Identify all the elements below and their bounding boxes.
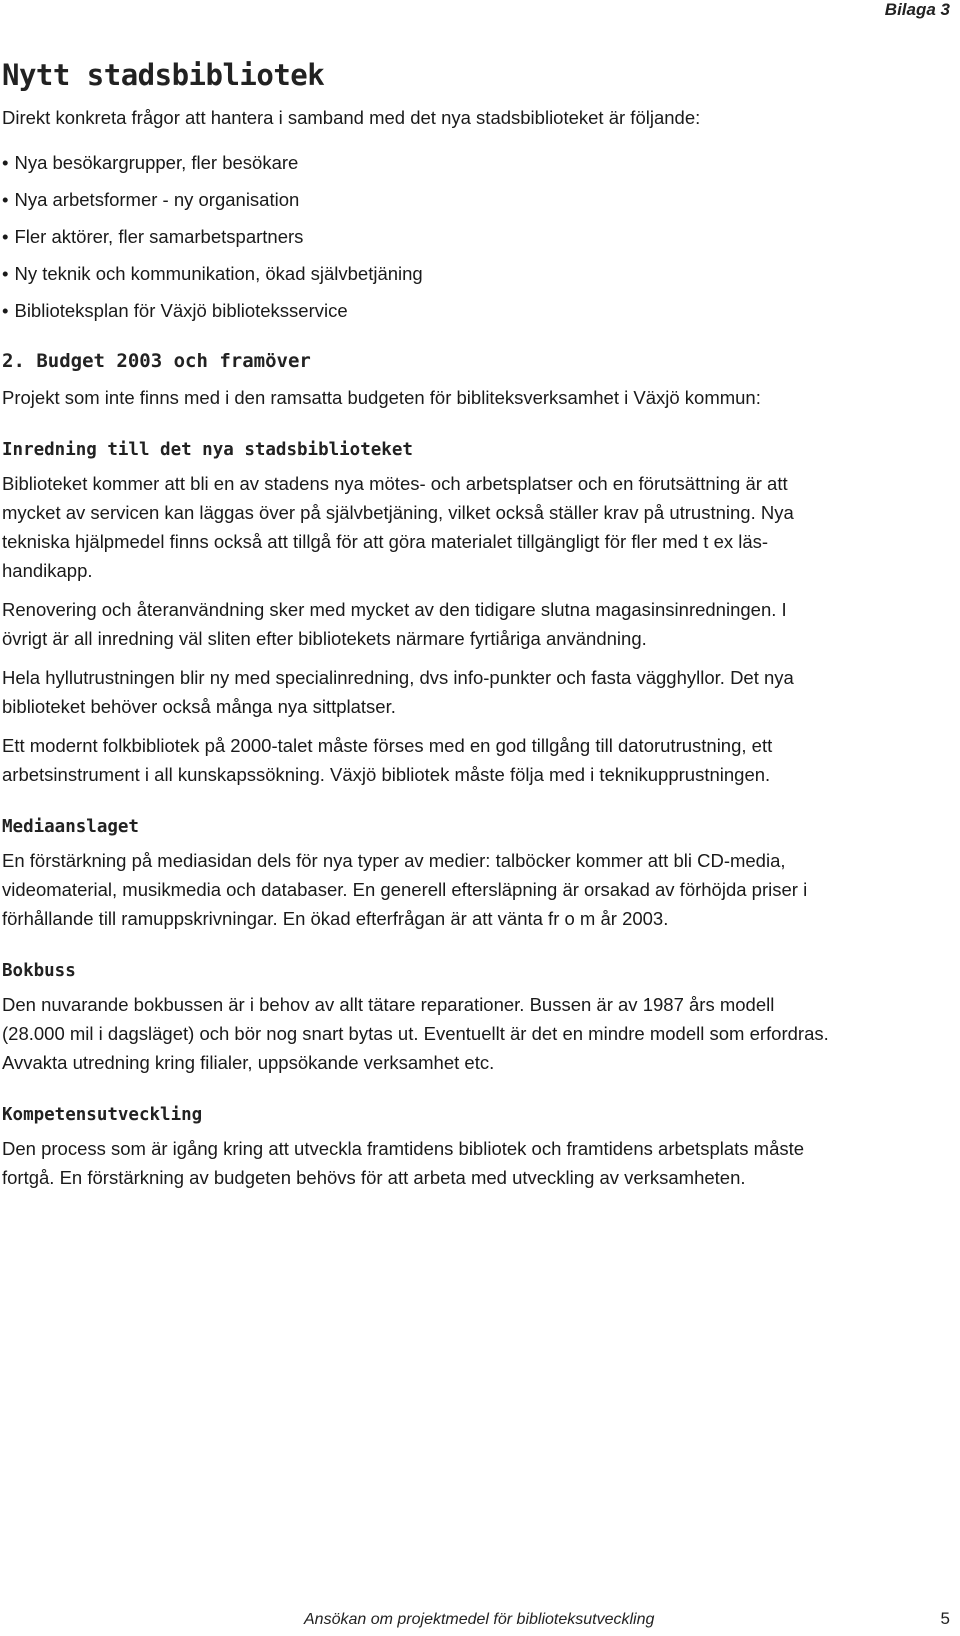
issues-list (2, 144, 832, 329)
paragraph: Ett modernt folkbibliotek på 2000-talet måste förses med en god tillgång till datorutrustning, ett arbetsinstrument i all kunskapssökning. Växjö bibliotek måste följa med i teknikupprustningen. (2, 735, 773, 785)
subheading-inredning: Inredning till det nya stadsbiblioteket (2, 440, 413, 460)
section-heading-budget: 2. Budget 2003 och framöver (2, 350, 311, 372)
subheading-kompetensutveckling: Kompetensutveckling (2, 1105, 203, 1125)
paragraph: Den process som är igång kring att utveckla framtidens bibliotek och framtidens arbetsplats måste fortgå. En förstärkning av budgeten behövs för att arbeta med utveckling av verksamheten. (2, 1138, 805, 1188)
paragraph: Den nuvarande bokbussen är i behov av allt tätare reparationer. Bussen är av 1987 års modell (28.000 mil i dagsläget) och bör nog snart bytas ut. Eventuellt är det en mindre modell som erfordras. Avvakta utredning kring filialer, uppsökande verksamhet etc. (2, 994, 829, 1073)
subheading-bokbuss: Bokbuss (2, 961, 76, 981)
list-item: • Nya arbetsformer - ny organisation (2, 181, 832, 218)
attachment-label: Bilaga 3 (884, 0, 950, 19)
page-number: 5 (940, 1609, 950, 1628)
paragraph: Hela hyllutrustningen blir ny med specialinredning, dvs info-punkter och fasta vägghyllor. Det nya biblioteket behöver också många nya sittplatser. (2, 667, 794, 717)
document-body (2, 103, 832, 1192)
list-item: • Ny teknik och kommunikation, ökad självbetjäning (2, 255, 832, 292)
list-item: • Nya besökargrupper, fler besökare (2, 144, 832, 181)
budget-intro-paragraph: Projekt som inte finns med i den ramsatta budgeten för bibliteksverksamhet i Växjö kommun: (2, 387, 761, 408)
footer-title: Ansökan om projektmedel för biblioteksutveckling (304, 1611, 655, 1628)
intro-paragraph: Direkt konkreta frågor att hantera i samband med det nya stadsbiblioteket är följande: (2, 107, 701, 128)
paragraph: En förstärkning på mediasidan dels för nya typer av medier: talböcker kommer att bli CD-media, videomaterial, musikmedia och databaser. En generell eftersläpning är orsakad av förhöjda priser i förhållande till ramuppskrivningar. En ökad efterfrågan är att vänta fr o m år 2003. (2, 850, 808, 929)
paragraph: Renovering och återanvändning sker med mycket av den tidigare slutna magasinsinredningen. I övrigt är all inredning väl sliten efter bibliotekets närmare fyrtiåriga användning. (2, 599, 787, 649)
subheading-mediaanslaget: Mediaanslaget (2, 817, 139, 837)
list-item: • Fler aktörer, fler samarbetspartners (2, 218, 832, 255)
page-title: Nytt stadsbibliotek (2, 58, 325, 92)
list-item: • Biblioteksplan för Växjö biblioteksservice (2, 292, 832, 329)
paragraph: Biblioteket kommer att bli en av stadens nya mötes- och arbetsplatser och en förutsättning är att mycket av servicen kan läggas över på självbetjäning, vilket också ställer krav på utrustning. Nya tekniska hjälpmedel finns också att tillgå för att göra materialet tillgängligt för fler med t ex läs-handikapp. (2, 473, 794, 581)
